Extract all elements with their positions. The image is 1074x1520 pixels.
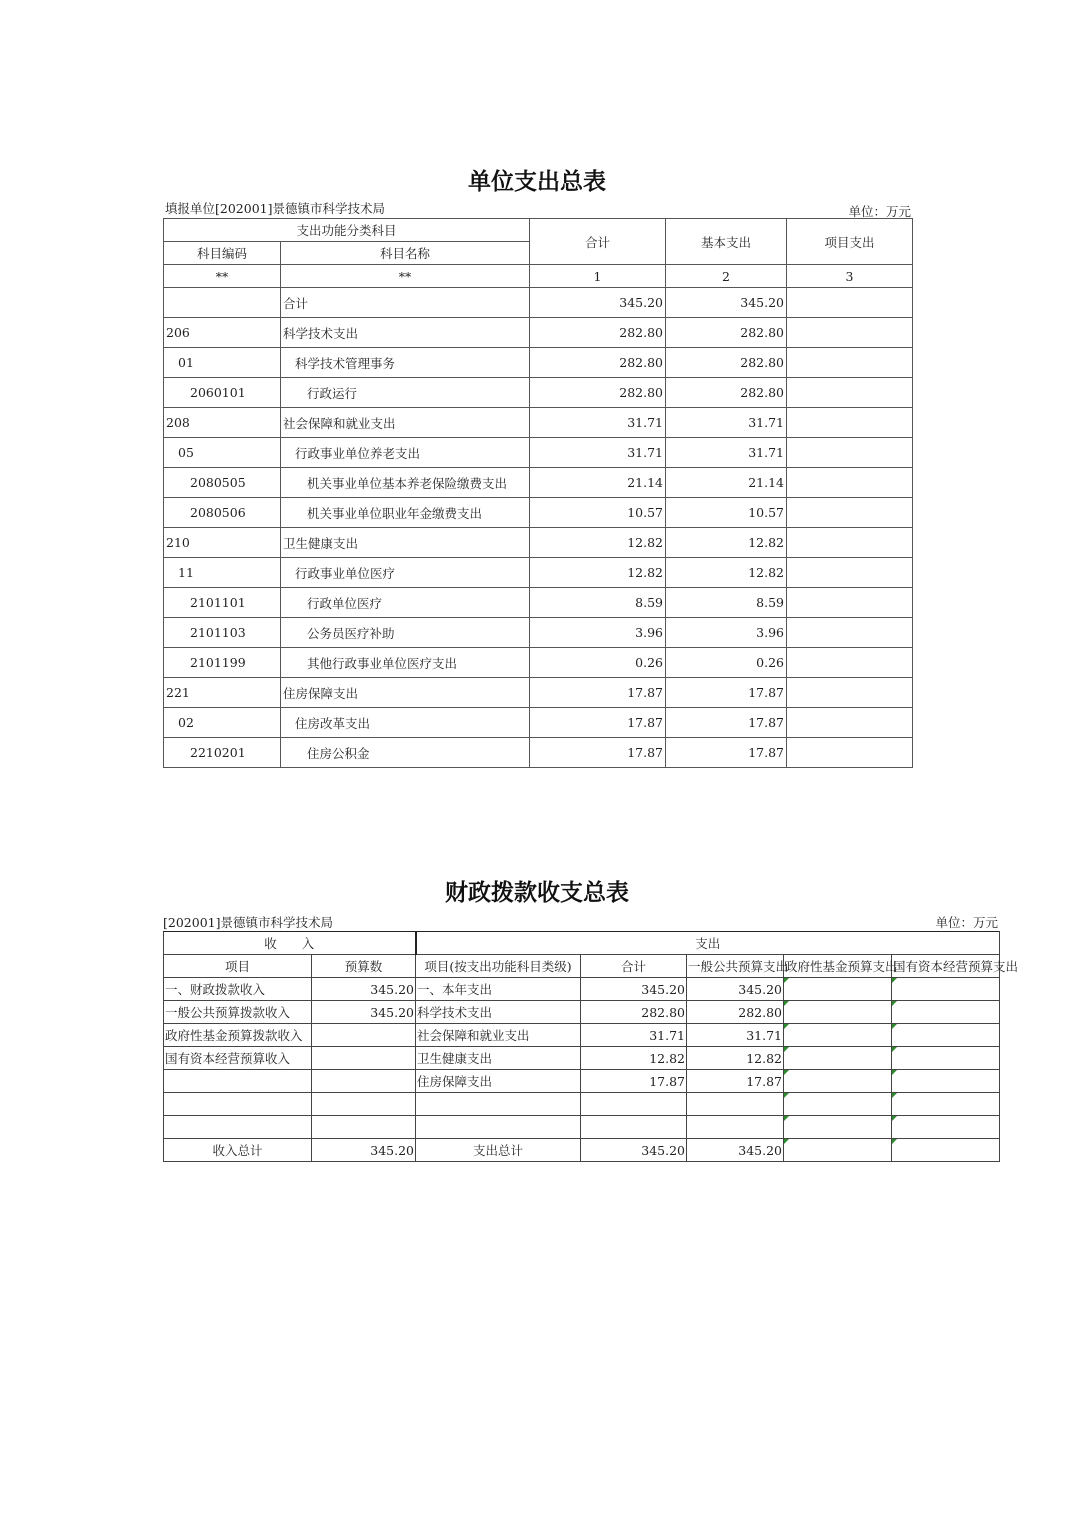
row-expense-total: 345.20: [581, 978, 687, 1001]
footer-state-total: [892, 1139, 1000, 1162]
footer-income-total-value: 345.20: [312, 1139, 416, 1162]
index-cell: 3: [787, 265, 913, 288]
expenditure-row: [164, 318, 913, 348]
header-function-group: 支出功能分类科目: [164, 219, 530, 242]
row-name: 机关事业单位职业年金缴费支出: [281, 498, 530, 528]
header-basic: 基本支出: [666, 219, 787, 265]
header-state: 国有资本经营预算支出: [892, 955, 1000, 978]
header-item: 项目: [164, 955, 312, 978]
index-cell: **: [281, 265, 530, 288]
row-income-item: 政府性基金预算拨款收入: [164, 1024, 312, 1047]
row-name: 机关事业单位基本养老保险缴费支出: [281, 468, 530, 498]
row-name: 行政运行: [281, 378, 530, 408]
row-name: 公务员医疗补助: [281, 618, 530, 648]
row-total: 10.57: [530, 498, 666, 528]
row-total: 12.82: [530, 528, 666, 558]
fiscal-row: [164, 1070, 1000, 1093]
footer-income-total-label: 收入总计: [164, 1139, 312, 1162]
row-name: 住房保障支出: [281, 678, 530, 708]
row-expense-item: [416, 1093, 581, 1116]
row-expense-state: [892, 1070, 1000, 1093]
row-project: [787, 738, 913, 768]
index-cell: 2: [666, 265, 787, 288]
row-name: 住房改革支出: [281, 708, 530, 738]
expenditure-table: [163, 218, 913, 768]
header-code: 科目编码: [164, 242, 281, 265]
row-basic: 8.59: [666, 588, 787, 618]
row-expense-fund: [784, 1093, 892, 1116]
row-income-budget: 345.20: [312, 978, 416, 1001]
row-basic: 31.71: [666, 438, 787, 468]
row-code: 2101199: [164, 648, 281, 678]
row-income-item: [164, 1093, 312, 1116]
row-name: 行政事业单位养老支出: [281, 438, 530, 468]
row-basic: 282.80: [666, 318, 787, 348]
row-income-item: [164, 1070, 312, 1093]
row-expense-general: 12.82: [687, 1047, 784, 1070]
income-group-header: 收 入: [164, 932, 416, 955]
row-expense-general: 31.71: [687, 1024, 784, 1047]
row-expense-total: 31.71: [581, 1024, 687, 1047]
expenditure-row: [164, 438, 913, 468]
expenditure-row: [164, 498, 913, 528]
row-income-item: [164, 1116, 312, 1139]
row-expense-total: [581, 1093, 687, 1116]
row-basic: 0.26: [666, 648, 787, 678]
row-name: 行政单位医疗: [281, 588, 530, 618]
fiscal-org-label: [202001]景德镇市科学技术局: [163, 915, 333, 930]
row-name: 住房公积金: [281, 738, 530, 768]
header-project: 项目支出: [787, 219, 913, 265]
header-fund: 政府性基金预算支出: [784, 955, 892, 978]
expenditure-org-label: 填报单位[202001]景德镇市科学技术局: [165, 201, 385, 216]
row-code: 11: [164, 558, 281, 588]
row-expense-fund: [784, 978, 892, 1001]
row-basic: 12.82: [666, 528, 787, 558]
row-code: 2101103: [164, 618, 281, 648]
fiscal-row: [164, 1093, 1000, 1116]
row-expense-item: [416, 1116, 581, 1139]
row-project: [787, 678, 913, 708]
expenditure-row: [164, 348, 913, 378]
row-project: [787, 288, 913, 318]
header-total: 合计: [530, 219, 666, 265]
row-basic: 345.20: [666, 288, 787, 318]
row-total: 282.80: [530, 318, 666, 348]
expenditure-row: [164, 618, 913, 648]
row-code: 210: [164, 528, 281, 558]
footer-general-total: 345.20: [687, 1139, 784, 1162]
row-project: [787, 348, 913, 378]
row-code: 2210201: [164, 738, 281, 768]
expenditure-row: [164, 708, 913, 738]
row-code: 02: [164, 708, 281, 738]
row-project: [787, 378, 913, 408]
footer-fund-total: [784, 1139, 892, 1162]
row-code: 2060101: [164, 378, 281, 408]
expenditure-row: [164, 468, 913, 498]
row-expense-general: [687, 1116, 784, 1139]
row-income-budget: [312, 1024, 416, 1047]
row-code: 01: [164, 348, 281, 378]
row-expense-item: 科学技术支出: [416, 1001, 581, 1024]
header-general: 一般公共预算支出: [687, 955, 784, 978]
header-exp-item: 项目(按支出功能科目类级): [416, 955, 581, 978]
expenditure-unit-label: 单位：万元: [848, 204, 911, 219]
row-expense-state: [892, 1001, 1000, 1024]
row-code: 2080506: [164, 498, 281, 528]
row-code: [164, 288, 281, 318]
row-project: [787, 648, 913, 678]
row-expense-fund: [784, 1001, 892, 1024]
row-code: 221: [164, 678, 281, 708]
row-total: 17.87: [530, 678, 666, 708]
row-expense-fund: [784, 1024, 892, 1047]
expenditure-row: [164, 738, 913, 768]
expenditure-row: [164, 378, 913, 408]
row-basic: 10.57: [666, 498, 787, 528]
row-name: 合计: [281, 288, 530, 318]
expenditure-row: [164, 648, 913, 678]
footer-expense-total: 345.20: [581, 1139, 687, 1162]
row-income-item: 一、财政拨款收入: [164, 978, 312, 1001]
fiscal-row: [164, 1024, 1000, 1047]
row-total: 31.71: [530, 438, 666, 468]
row-expense-state: [892, 1093, 1000, 1116]
row-basic: 17.87: [666, 678, 787, 708]
row-basic: 12.82: [666, 558, 787, 588]
row-project: [787, 438, 913, 468]
row-income-budget: 345.20: [312, 1001, 416, 1024]
row-expense-general: 17.87: [687, 1070, 784, 1093]
row-name: 社会保障和就业支出: [281, 408, 530, 438]
row-expense-fund: [784, 1116, 892, 1139]
row-name: 科学技术支出: [281, 318, 530, 348]
row-total: 3.96: [530, 618, 666, 648]
row-name: 卫生健康支出: [281, 528, 530, 558]
row-income-budget: [312, 1070, 416, 1093]
row-expense-general: 282.80: [687, 1001, 784, 1024]
row-name: 行政事业单位医疗: [281, 558, 530, 588]
row-project: [787, 408, 913, 438]
row-expense-general: 345.20: [687, 978, 784, 1001]
row-expense-state: [892, 1116, 1000, 1139]
row-expense-state: [892, 1047, 1000, 1070]
fiscal-row: [164, 1116, 1000, 1139]
row-project: [787, 528, 913, 558]
expenditure-table-title: 单位支出总表: [468, 169, 606, 195]
row-expense-state: [892, 1024, 1000, 1047]
row-total: 17.87: [530, 738, 666, 768]
row-income-item: 一般公共预算拨款收入: [164, 1001, 312, 1024]
row-basic: 31.71: [666, 408, 787, 438]
row-total: 0.26: [530, 648, 666, 678]
header-exp-total: 合计: [581, 955, 687, 978]
fiscal-row: [164, 1001, 1000, 1024]
row-total: 12.82: [530, 558, 666, 588]
header-budget: 预算数: [312, 955, 416, 978]
expenditure-row: [164, 408, 913, 438]
row-project: [787, 498, 913, 528]
index-cell: **: [164, 265, 281, 288]
row-expense-general: [687, 1093, 784, 1116]
row-income-item: 国有资本经营预算收入: [164, 1047, 312, 1070]
row-project: [787, 558, 913, 588]
row-total: 345.20: [530, 288, 666, 318]
footer-expense-total-label: 支出总计: [416, 1139, 581, 1162]
row-income-budget: [312, 1116, 416, 1139]
row-expense-item: 住房保障支出: [416, 1070, 581, 1093]
fiscal-table: [163, 931, 1019, 1162]
fiscal-row: [164, 1047, 1000, 1070]
fiscal-table-title: 财政拨款收支总表: [445, 880, 629, 906]
row-name: 其他行政事业单位医疗支出: [281, 648, 530, 678]
row-expense-state: [892, 978, 1000, 1001]
index-cell: 1: [530, 265, 666, 288]
fiscal-row: [164, 978, 1000, 1001]
row-basic: 17.87: [666, 738, 787, 768]
row-total: 282.80: [530, 378, 666, 408]
row-expense-item: 社会保障和就业支出: [416, 1024, 581, 1047]
row-expense-total: 12.82: [581, 1047, 687, 1070]
fiscal-unit-label: 单位：万元: [935, 915, 998, 930]
row-expense-total: 282.80: [581, 1001, 687, 1024]
row-code: 206: [164, 318, 281, 348]
row-project: [787, 468, 913, 498]
row-total: 8.59: [530, 588, 666, 618]
row-code: 208: [164, 408, 281, 438]
expenditure-row: [164, 678, 913, 708]
row-basic: 21.14: [666, 468, 787, 498]
row-basic: 3.96: [666, 618, 787, 648]
row-expense-item: 一、本年支出: [416, 978, 581, 1001]
row-project: [787, 708, 913, 738]
row-code: 2080505: [164, 468, 281, 498]
row-basic: 282.80: [666, 378, 787, 408]
row-project: [787, 618, 913, 648]
expenditure-row: [164, 528, 913, 558]
row-expense-fund: [784, 1047, 892, 1070]
row-income-budget: [312, 1047, 416, 1070]
row-total: 21.14: [530, 468, 666, 498]
row-expense-total: 17.87: [581, 1070, 687, 1093]
row-expense-item: 卫生健康支出: [416, 1047, 581, 1070]
expenditure-row: [164, 588, 913, 618]
row-code: 2101101: [164, 588, 281, 618]
expenditure-row: [164, 288, 913, 318]
row-code: 05: [164, 438, 281, 468]
row-total: 31.71: [530, 408, 666, 438]
row-total: 282.80: [530, 348, 666, 378]
row-total: 17.87: [530, 708, 666, 738]
header-name: 科目名称: [281, 242, 530, 265]
row-basic: 282.80: [666, 348, 787, 378]
row-expense-fund: [784, 1070, 892, 1093]
row-expense-total: [581, 1116, 687, 1139]
row-basic: 17.87: [666, 708, 787, 738]
expense-group-header: 支出: [416, 932, 1000, 955]
row-project: [787, 588, 913, 618]
row-name: 科学技术管理事务: [281, 348, 530, 378]
expenditure-row: [164, 558, 913, 588]
row-income-budget: [312, 1093, 416, 1116]
row-project: [787, 318, 913, 348]
